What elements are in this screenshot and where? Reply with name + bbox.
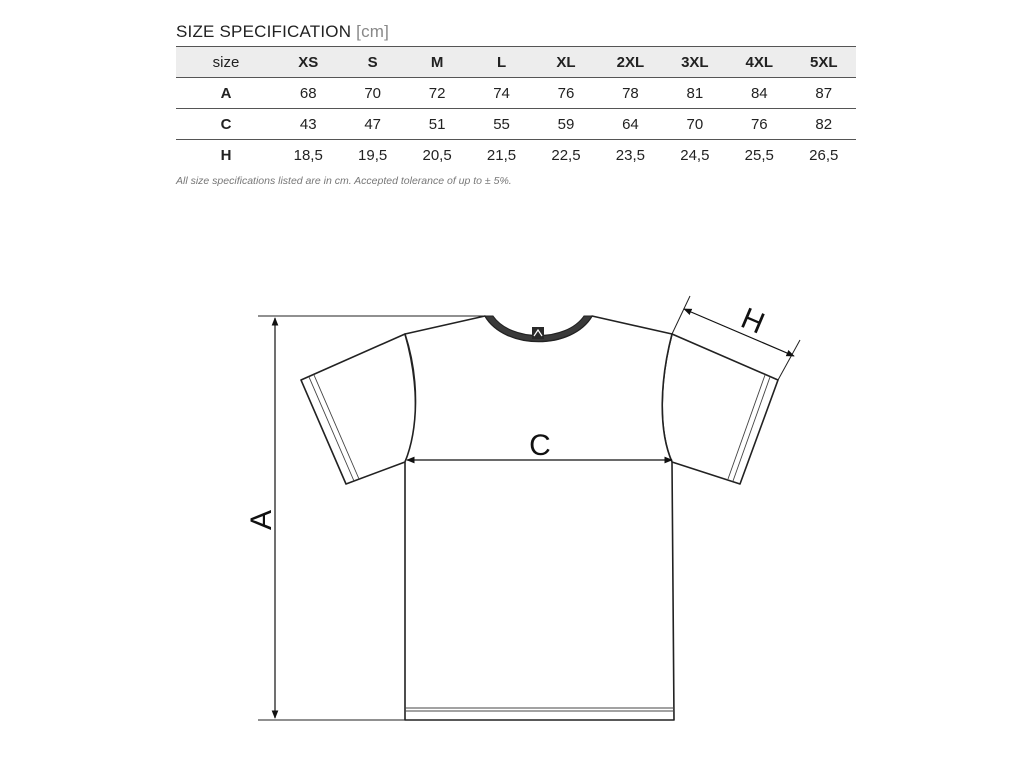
- right-sleeve: [662, 334, 778, 484]
- table-cell: 24,5: [680, 146, 710, 164]
- table-cell: 26,5: [809, 146, 839, 164]
- table-cell: 64: [598, 109, 662, 140]
- table-cell: 72: [405, 78, 469, 109]
- dimension-c-label: C: [529, 429, 551, 462]
- size-header: L: [469, 47, 533, 78]
- size-header: XS: [276, 47, 340, 78]
- row-label: A: [176, 78, 276, 109]
- dimension-a-label: A: [245, 509, 278, 531]
- table-cell: 22,5: [551, 146, 581, 164]
- table-cell: 70: [340, 78, 404, 109]
- table-cell: 81: [663, 78, 727, 109]
- row-label: H: [220, 146, 232, 164]
- table-cell: 59: [534, 109, 598, 140]
- size-header: 3XL: [663, 47, 727, 78]
- tshirt-body: [405, 316, 674, 720]
- table-cell: 78: [598, 78, 662, 109]
- table-cell: 84: [727, 78, 791, 109]
- table-cell: 74: [469, 78, 533, 109]
- title-unit: [cm]: [356, 22, 390, 41]
- size-header: 4XL: [727, 47, 791, 78]
- table-cell: 19,5: [358, 146, 388, 164]
- table-cell: 82: [792, 109, 857, 140]
- table-cell: 70: [663, 109, 727, 140]
- size-header: 2XL: [598, 47, 662, 78]
- title-text: SIZE SPECIFICATION: [176, 22, 352, 41]
- table-cell: 43: [276, 109, 340, 140]
- table-cell: 51: [405, 109, 469, 140]
- size-header: M: [405, 47, 469, 78]
- brand-logo-icon: [532, 327, 544, 339]
- table-cell: 47: [340, 109, 404, 140]
- table-cell: 68: [276, 78, 340, 109]
- table-corner-label: size: [176, 47, 276, 78]
- table-cell: 21,5: [486, 146, 517, 164]
- dimension-h-label: H: [736, 301, 770, 341]
- table-cell: 20,5: [422, 146, 452, 164]
- size-header: S: [340, 47, 404, 78]
- table-cell: 55: [469, 109, 533, 140]
- table-cell: 23,5: [615, 146, 645, 164]
- tshirt-outline: [301, 316, 778, 720]
- left-sleeve: [301, 334, 416, 484]
- tolerance-note: All size specifications listed are in cm. Accepted tolerance of up to ± 5%.: [176, 175, 512, 187]
- row-label: C: [176, 109, 276, 140]
- size-header: 5XL: [792, 47, 857, 78]
- table-cell: 76: [727, 109, 791, 140]
- table-cell: 18,5: [293, 146, 323, 164]
- table-cell: 87: [792, 78, 857, 109]
- table-cell: 76: [534, 78, 598, 109]
- size-header: XL: [534, 47, 598, 78]
- table-cell: 25,5: [744, 146, 774, 164]
